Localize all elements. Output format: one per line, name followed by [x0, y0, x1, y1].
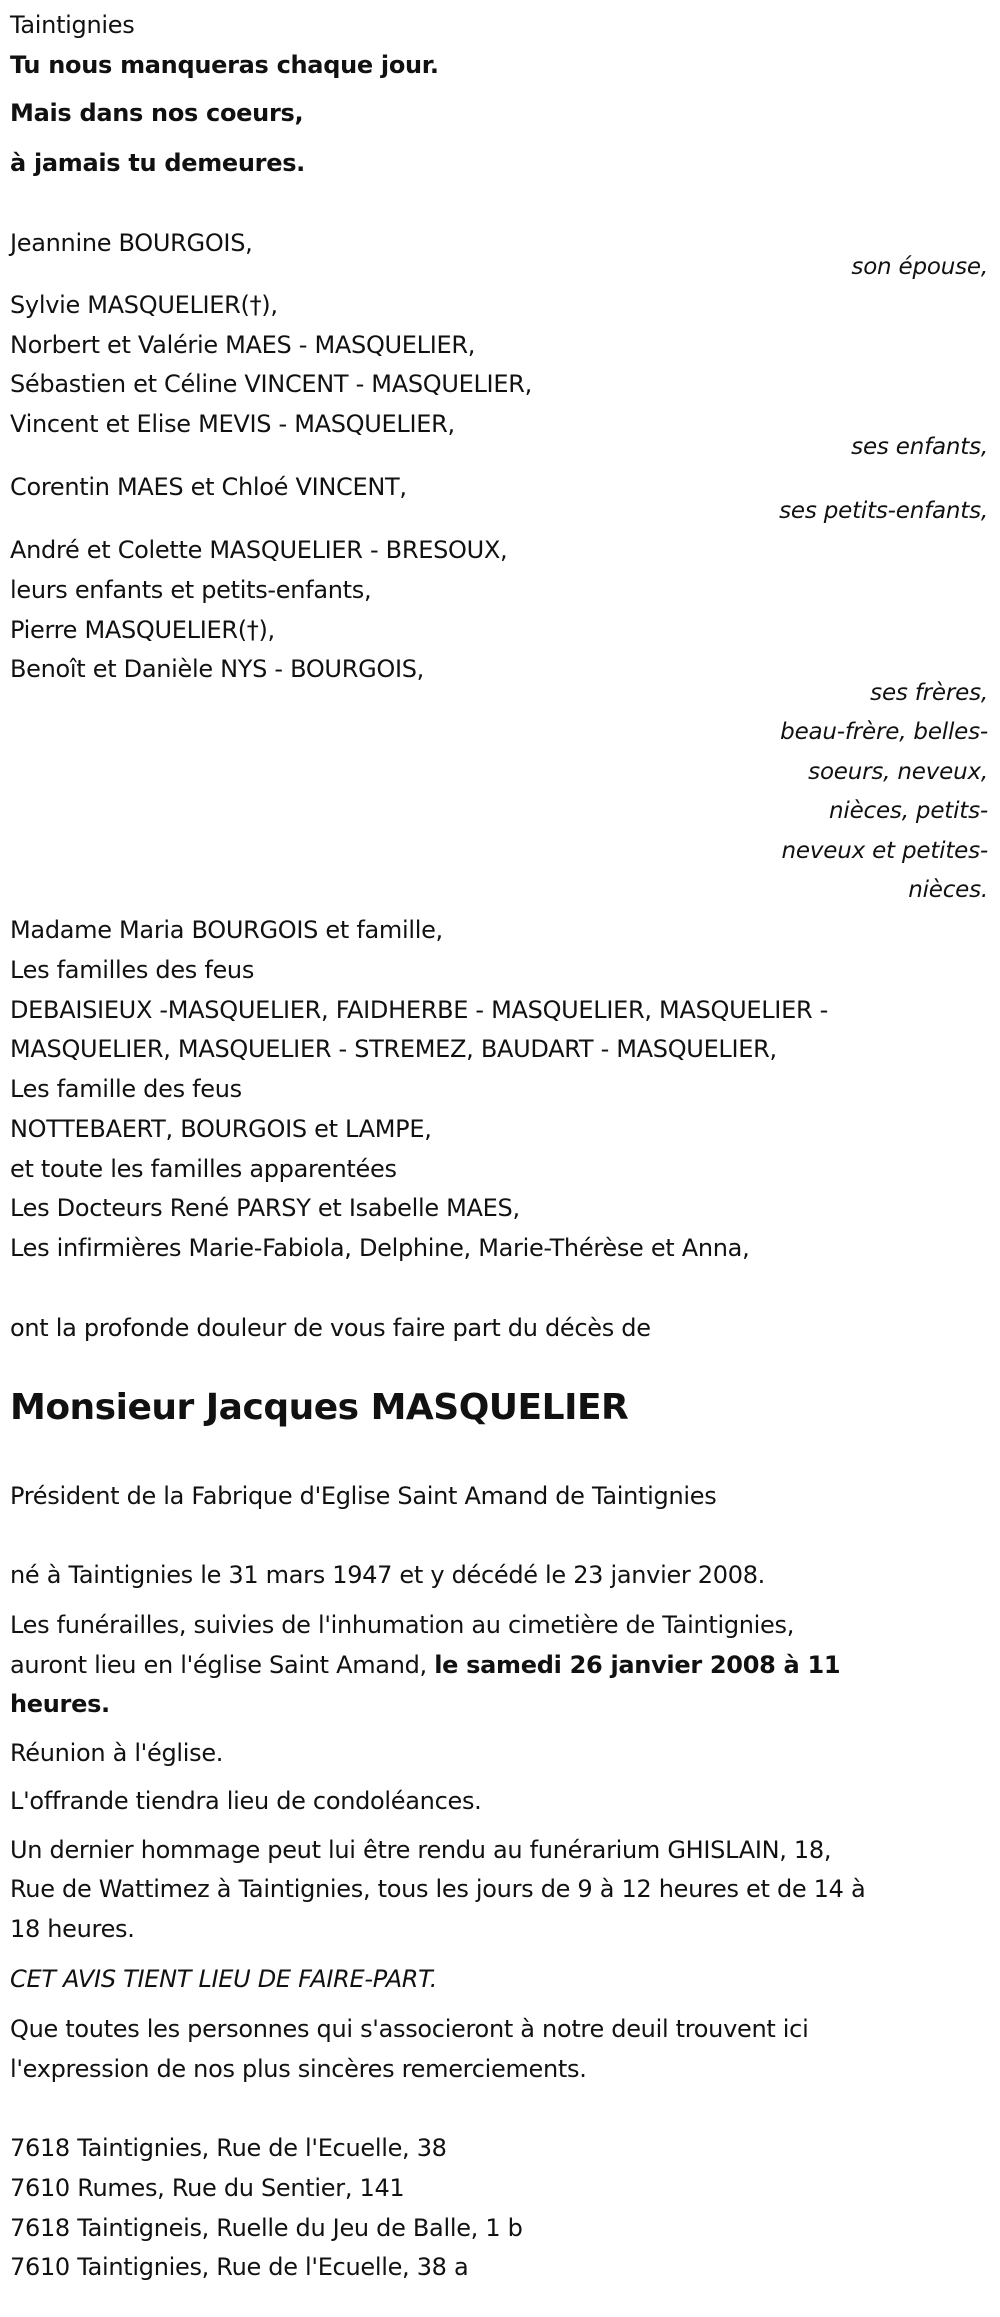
funeral-info: Les funérailles, suivies de l'inhumation au cimetière de Taintignies,: [10, 1611, 795, 1639]
relation-label: son épouse,: [851, 254, 988, 280]
notice: CET AVIS TIENT LIEU DE FAIRE-PART.: [10, 1965, 438, 1993]
deceased-name: Monsieur Jacques MASQUELIER: [10, 1387, 629, 1428]
deceased-role: Président de la Fabrique d'Eglise Saint Amand de Taintignies: [10, 1482, 717, 1510]
verse-line: à jamais tu demeures.: [10, 149, 306, 177]
family-member: Pierre MASQUELIER(†),: [10, 616, 275, 644]
verse-line: Mais dans nos coeurs,: [10, 99, 304, 127]
thanks-text: Que toutes les personnes qui s'associeront à notre deuil trouvent ici: [10, 2015, 809, 2043]
family-member: et toute les familles apparentées: [10, 1155, 397, 1183]
thanks-text: l'expression de nos plus sincères remerciements.: [10, 2055, 587, 2083]
tribute-info: 18 heures.: [10, 1915, 135, 1943]
family-member: MASQUELIER, MASQUELIER - STREMEZ, BAUDART - MASQUELIER,: [10, 1035, 777, 1063]
meeting-info: Réunion à l'église.: [10, 1739, 224, 1767]
offering-info: L'offrande tiendra lieu de condoléances.: [10, 1787, 482, 1815]
relation-label: nièces, petits-: [829, 798, 988, 824]
family-member: Sébastien et Céline VINCENT - MASQUELIER,: [10, 370, 532, 398]
family-member: Benoît et Danièle NYS - BOURGOIS,: [10, 655, 425, 683]
family-member: Sylvie MASQUELIER(†),: [10, 291, 278, 319]
family-member: leurs enfants et petits-enfants,: [10, 576, 372, 604]
tribute-info: Rue de Wattimez à Taintignies, tous les jours de 9 à 12 heures et de 14 à: [10, 1875, 866, 1903]
family-member: Corentin MAES et Chloé VINCENT,: [10, 473, 407, 501]
address: 7618 Taintignies, Rue de l'Ecuelle, 38: [10, 2134, 447, 2162]
funeral-time: heures.: [10, 1690, 110, 1718]
family-member: Les famille des feus: [10, 1075, 242, 1103]
announcement-intro: ont la profonde douleur de vous faire part du décès de: [10, 1314, 651, 1342]
tribute-info: Un dernier hommage peut lui être rendu au funérarium GHISLAIN, 18,: [10, 1836, 832, 1864]
family-member: DEBAISIEUX -MASQUELIER, FAIDHERBE - MASQUELIER, MASQUELIER -: [10, 996, 829, 1024]
family-member: Norbert et Valérie MAES - MASQUELIER,: [10, 331, 476, 359]
funeral-location: auront lieu en l'église Saint Amand,: [10, 1651, 435, 1679]
address: 7618 Taintigneis, Ruelle du Jeu de Balle, 1 b: [10, 2214, 523, 2242]
family-member: Les infirmières Marie-Fabiola, Delphine, Marie-Thérèse et Anna,: [10, 1234, 750, 1262]
relation-label: neveux et petites-: [781, 838, 988, 864]
relation-label: ses enfants,: [851, 434, 988, 460]
family-member: Madame Maria BOURGOIS et famille,: [10, 916, 443, 944]
address: 7610 Rumes, Rue du Sentier, 141: [10, 2174, 405, 2202]
family-member: André et Colette MASQUELIER - BRESOUX,: [10, 536, 508, 564]
relation-label: ses petits-enfants,: [779, 498, 988, 524]
funeral-date: le samedi 26 janvier 2008 à 11: [434, 1651, 841, 1679]
funeral-info: [10, 1650, 840, 1680]
birth-death-info: né à Taintignies le 31 mars 1947 et y décédé le 23 janvier 2008.: [10, 1561, 766, 1589]
relation-label: nièces.: [908, 877, 988, 903]
relation-label: beau-frère, belles-: [780, 719, 988, 745]
address: 7610 Taintignies, Rue de l'Ecuelle, 38 a: [10, 2253, 469, 2281]
family-member: Jeannine BOURGOIS,: [10, 229, 253, 257]
relation-label: soeurs, neveux,: [808, 759, 988, 785]
family-member: NOTTEBAERT, BOURGOIS et LAMPE,: [10, 1115, 432, 1143]
place-name: Taintignies: [10, 11, 135, 39]
relation-label: ses frères,: [870, 680, 988, 706]
family-member: Vincent et Elise MEVIS - MASQUELIER,: [10, 410, 455, 438]
family-member: Les familles des feus: [10, 956, 255, 984]
verse-line: Tu nous manqueras chaque jour.: [10, 51, 439, 79]
family-member: Les Docteurs René PARSY et Isabelle MAES,: [10, 1194, 520, 1222]
